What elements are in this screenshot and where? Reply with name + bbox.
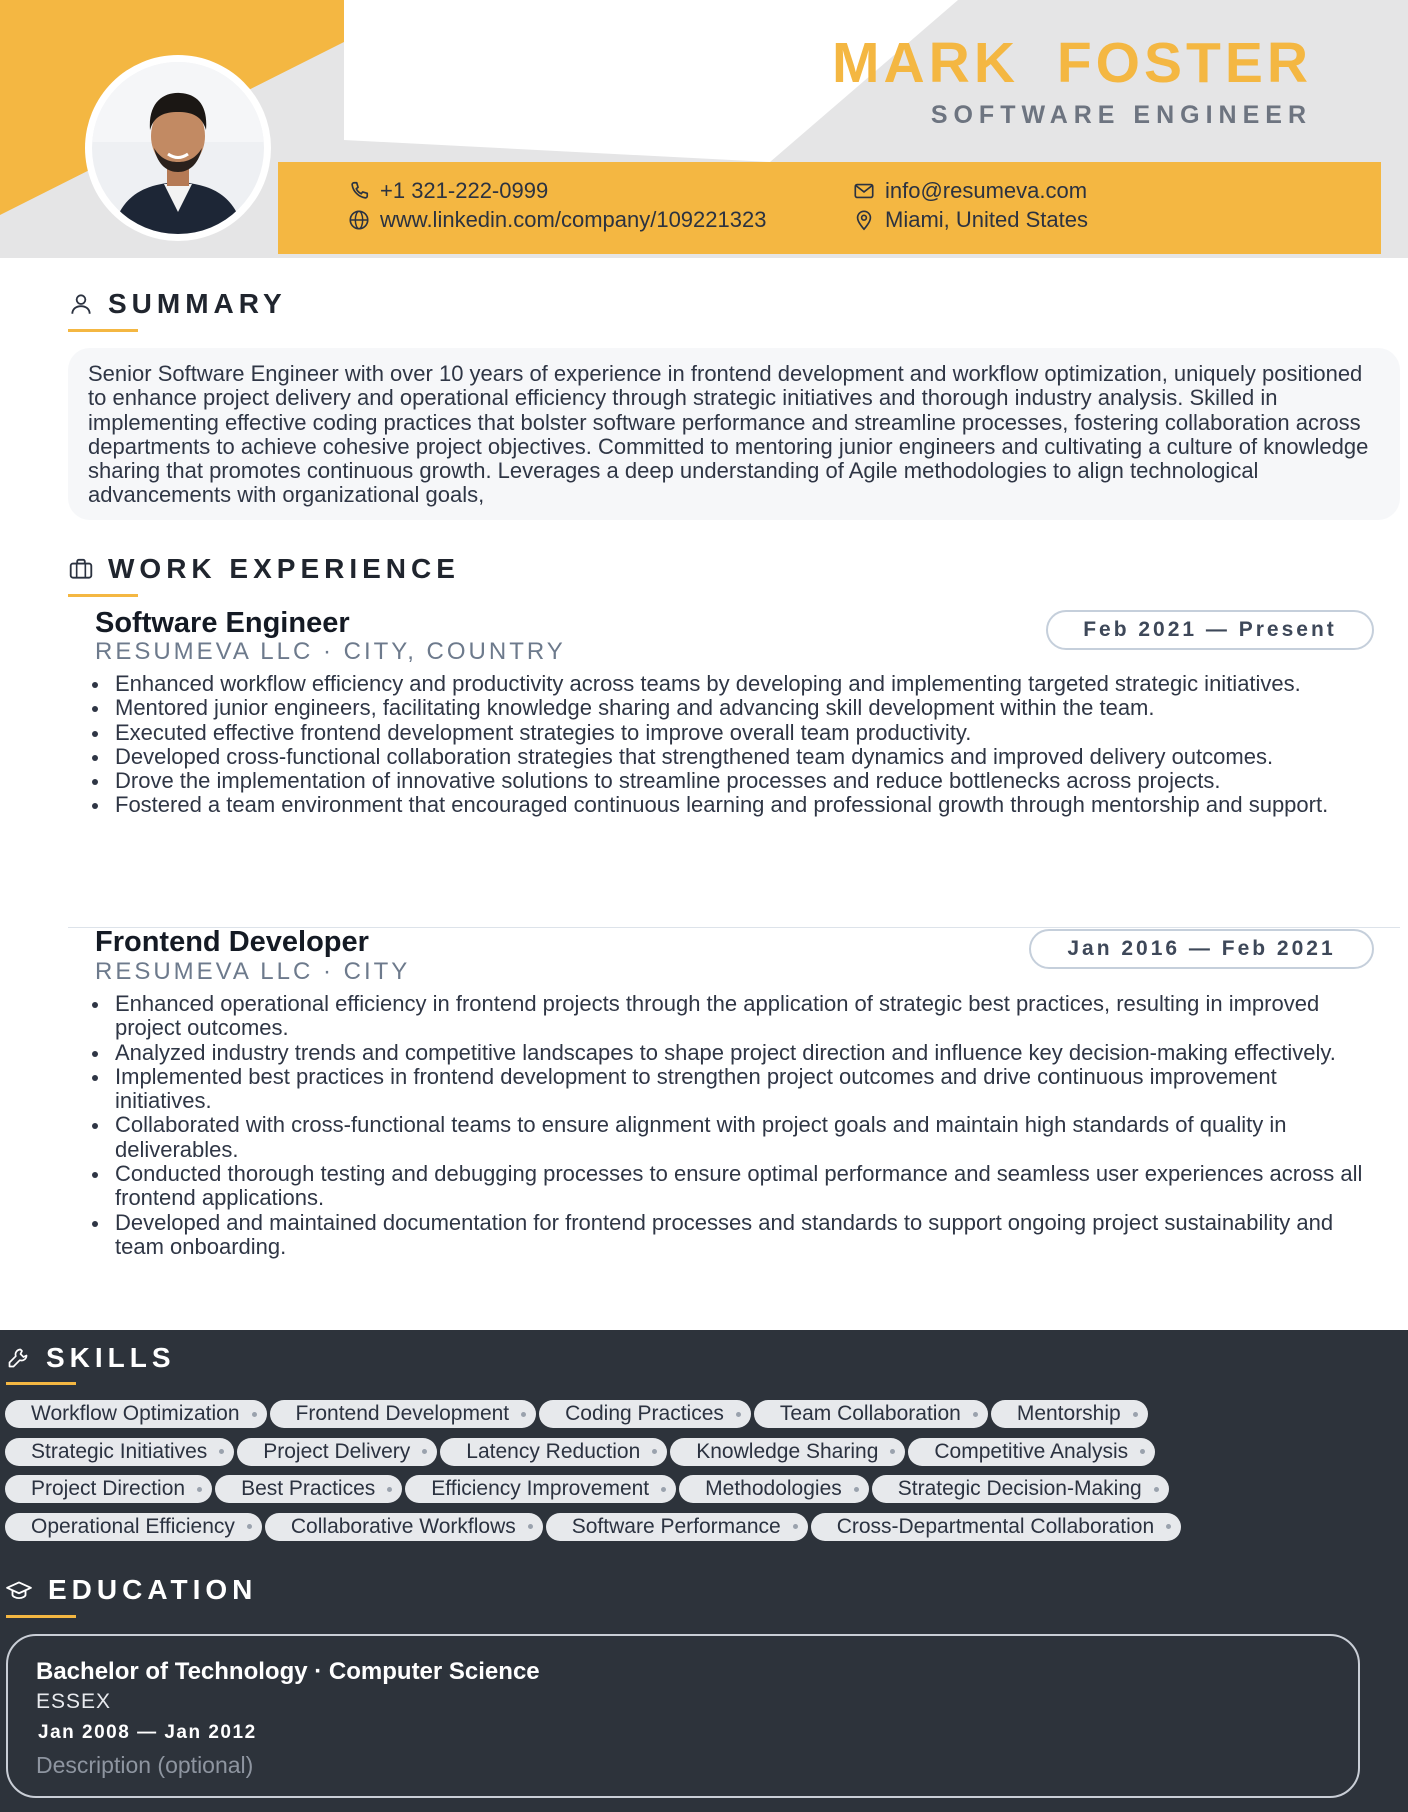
avatar-portrait (92, 62, 264, 234)
skill-chip (991, 1400, 1148, 1428)
skill-label: Latency Reduction (466, 1439, 641, 1463)
experience-heading-underline (68, 594, 138, 597)
contact-email[interactable] (853, 178, 1087, 204)
education-entry (6, 1634, 1360, 1798)
skill-label: Project Delivery (263, 1439, 411, 1463)
skill-chip (440, 1438, 667, 1466)
job-bullet: Mentored junior engineers, facilitating knowledge sharing and advancing skill development within the team. (88, 696, 1378, 720)
skills-heading (6, 1342, 176, 1374)
chip-dot (247, 1524, 252, 1529)
skill-label: Collaborative Workflows (290, 1514, 516, 1538)
skill-chip (539, 1400, 751, 1428)
skills-education-panel (0, 1330, 1408, 1812)
skill-chip (405, 1475, 676, 1503)
education-school: ESSEX (36, 1690, 112, 1713)
summary-heading-text: SUMMARY (108, 288, 287, 319)
skill-label: Mentorship (1016, 1402, 1121, 1425)
chip-dot (528, 1524, 533, 1529)
chip-dot (1133, 1412, 1138, 1417)
job-company: RESUMEVA LLC · CITY, COUNTRY (95, 638, 566, 665)
skill-chip (5, 1513, 262, 1541)
job-date-badge: Jan 2016 — Feb 2021 (1029, 929, 1374, 969)
chip-dot (1140, 1449, 1145, 1454)
skill-chip (5, 1475, 212, 1503)
chip-dot (422, 1449, 427, 1454)
skills-row (5, 1513, 1265, 1543)
phone-text: +1 321-222-0999 (380, 178, 549, 203)
skill-chip (5, 1400, 267, 1428)
job-bullet-list (88, 672, 1378, 818)
skills-row (5, 1475, 1265, 1505)
skills-chip-list (5, 1400, 1265, 1550)
chip-dot (252, 1412, 257, 1417)
skill-label: Efficiency Improvement (431, 1477, 650, 1500)
skills-heading-underline (6, 1382, 76, 1385)
skill-chip (670, 1438, 905, 1466)
chip-dot (1166, 1524, 1171, 1529)
job-bullet: Enhanced workflow efficiency and productivity across teams by developing and implementing targeted strategic initiatives. (88, 672, 1378, 696)
map-pin-icon (853, 209, 875, 231)
job-bullet: Developed cross-functional collaboration strategies that strengthened team dynamics and improved delivery outcomes. (88, 745, 1378, 769)
profile-photo (85, 55, 271, 241)
job-date-badge: Feb 2021 — Present (1046, 610, 1374, 650)
skill-label: Strategic Decision-Making (897, 1477, 1142, 1500)
skills-heading-text: SKILLS (46, 1342, 176, 1373)
skill-label: Best Practices (241, 1477, 376, 1500)
resume-header (0, 0, 1408, 258)
chip-dot (219, 1449, 224, 1454)
chip-dot (652, 1449, 657, 1454)
skill-chip (270, 1400, 537, 1428)
skill-chip (872, 1475, 1169, 1503)
chip-dot (521, 1412, 526, 1417)
job-title: Frontend Developer (95, 926, 369, 958)
education-degree: Bachelor of Technology · Computer Science (36, 1658, 540, 1685)
skills-row (5, 1438, 1265, 1468)
wrench-icon (6, 1346, 30, 1370)
education-heading (6, 1574, 257, 1606)
skill-label: Knowledge Sharing (696, 1439, 879, 1463)
briefcase-icon (68, 556, 94, 582)
job-bullet: Drove the implementation of innovative solutions to streamline processes and reduce bottlenecks across projects. (88, 769, 1378, 793)
contact-location[interactable] (853, 207, 1088, 233)
candidate-name: MARK FOSTER (832, 31, 1312, 95)
chip-dot (387, 1487, 392, 1492)
job-bullet: Enhanced operational efficiency in frontend projects through the application of strategic best practices, resulting in improved project outcomes. (88, 992, 1378, 1041)
contact-bar (278, 162, 1381, 254)
job-bullet: Developed and maintained documentation for frontend processes and standards to support ongoing project sustainability and team onboarding. (88, 1211, 1378, 1260)
user-icon (68, 291, 94, 317)
chip-dot (1154, 1487, 1159, 1492)
location-text: Miami, United States (885, 207, 1088, 232)
summary-text: Senior Software Engineer with over 10 years of experience in frontend development and workflow optimization, uniquely positioned to enhance project delivery and operational efficiency through strategic initiatives and thorough industry analysis. Skilled in implementing effective coding practices that bolster software performance and streamline processes, fostering collaboration across departments to achieve cohesive project objectives. Committed to mentoring junior engineers and cultivating a culture of knowledge sharing that promotes continuous growth. Leverages a deep understanding of Agile methodologies to align technological advancements with organizational goals, (88, 361, 1369, 508)
job-bullet: Collaborated with cross-functional teams to ensure alignment with project goals and maintain high standards of quality in deliverables. (88, 1113, 1378, 1162)
summary-box (68, 348, 1400, 520)
skill-label: Software Performance (571, 1514, 781, 1538)
skill-label: Strategic Initiatives (31, 1439, 208, 1463)
education-heading-text: EDUCATION (48, 1574, 258, 1605)
job-bullet: Implemented best practices in frontend development to strengthen project outcomes and drive continuous improvement initiatives. (88, 1065, 1378, 1114)
job-title: Software Engineer (95, 607, 350, 639)
skill-label: Methodologies (705, 1477, 842, 1500)
contact-phone[interactable] (348, 178, 548, 204)
skill-chip (754, 1400, 988, 1428)
candidate-title: SOFTWARE ENGINEER (930, 101, 1312, 129)
chip-dot (661, 1487, 666, 1492)
job-bullet: Executed effective frontend development strategies to improve overall team productivity. (88, 721, 1378, 745)
email-text: info@resumeva.com (885, 178, 1088, 203)
chip-dot (197, 1487, 202, 1492)
contact-linkedin[interactable] (348, 207, 766, 233)
chip-dot (793, 1524, 798, 1529)
skill-chip (546, 1513, 808, 1541)
skill-label: Project Direction (31, 1477, 186, 1500)
graduation-cap-icon (6, 1577, 32, 1603)
job-bullet: Conducted thorough testing and debugging processes to ensure optimal performance and seamless user experiences across all frontend applications. (88, 1162, 1378, 1211)
job-bullet: Fostered a team environment that encouraged continuous learning and professional growth through mentorship and support. (88, 793, 1378, 817)
skill-chip (237, 1438, 437, 1466)
summary-heading (68, 288, 287, 320)
skills-row (5, 1400, 1265, 1430)
skill-label: Frontend Development (295, 1402, 510, 1425)
chip-dot (890, 1449, 895, 1454)
chip-dot (736, 1412, 741, 1417)
job-bullet-list (88, 992, 1378, 1259)
skill-chip (811, 1513, 1181, 1541)
skill-label: Team Collaboration (779, 1402, 961, 1425)
skill-label: Coding Practices (565, 1402, 724, 1425)
chip-dot (854, 1487, 859, 1492)
education-description: Description (optional) (36, 1752, 254, 1778)
skill-chip (679, 1475, 869, 1503)
skill-chip (215, 1475, 402, 1503)
summary-heading-underline (68, 329, 138, 332)
job-company: RESUMEVA LLC · CITY (95, 958, 411, 985)
skill-chip (908, 1438, 1155, 1466)
globe-icon (348, 209, 370, 231)
skill-chip (265, 1513, 543, 1541)
education-heading-underline (6, 1615, 76, 1618)
skill-label: Workflow Optimization (31, 1402, 240, 1425)
skill-label: Cross-Departmental Collaboration (836, 1514, 1155, 1538)
mail-icon (853, 180, 875, 202)
skill-label: Operational Efficiency (31, 1514, 235, 1538)
skill-chip (5, 1438, 234, 1466)
education-dates: Jan 2008 — Jan 2012 (38, 1722, 257, 1743)
linkedin-text: www.linkedin.com/company/109221323 (380, 207, 767, 232)
phone-icon (348, 180, 370, 202)
experience-heading (68, 553, 460, 585)
job-bullet: Analyzed industry trends and competitive landscapes to shape project direction and influence key decision-making effectively. (88, 1041, 1378, 1065)
experience-heading-text: WORK EXPERIENCE (108, 553, 460, 584)
chip-dot (973, 1412, 978, 1417)
skill-label: Competitive Analysis (934, 1439, 1129, 1463)
